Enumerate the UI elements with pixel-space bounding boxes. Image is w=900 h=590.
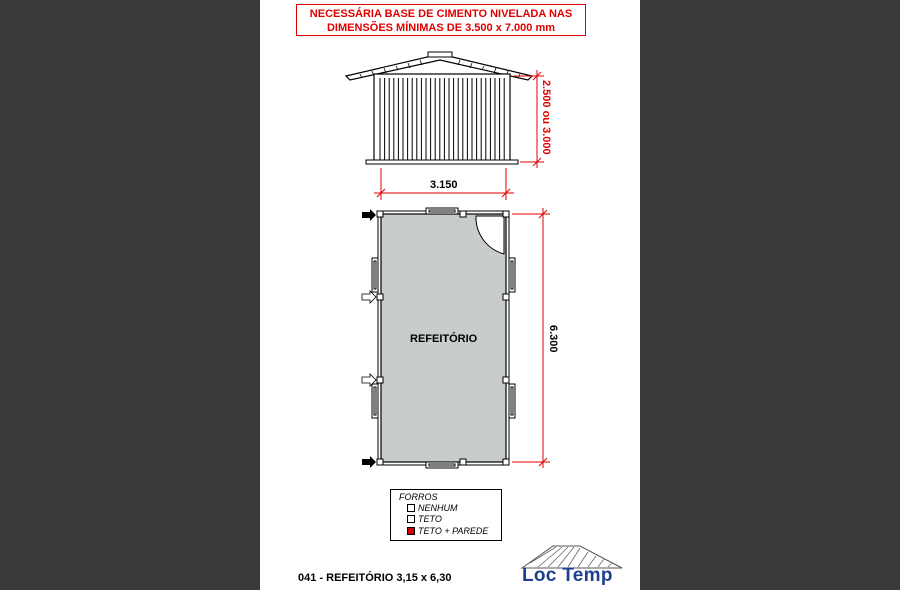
front-elevation [346, 52, 552, 168]
drawing-caption: 041 - REFEITÓRIO 3,15 x 6,30 [298, 572, 452, 584]
length-dimension [512, 208, 550, 468]
orientation-arrows [362, 209, 376, 468]
brand-logo-text: Loc Temp [522, 565, 613, 586]
legend-item-ceiling-wall [399, 525, 501, 537]
wall-outline [374, 74, 510, 162]
legend-label: TETO + PAREDE [418, 525, 489, 536]
legend-label: TETO [418, 514, 442, 525]
legend-title: FORROS [399, 491, 438, 502]
legend-item-none [399, 502, 501, 514]
roof-ridge-vent [428, 52, 452, 57]
legend-swatch-none [407, 504, 415, 512]
length-dimension-label: 6.300 [547, 325, 559, 353]
legend-item-ceiling [399, 514, 501, 526]
notice-line-1: NECESSÁRIA BASE DE CIMENTO NIVELADA NAS [309, 8, 573, 20]
width-dimension-label: 3.150 [430, 179, 458, 191]
floor-plan [362, 208, 515, 468]
legend-swatch-ceiling [407, 515, 415, 523]
room-label: REFEITÓRIO [410, 333, 478, 345]
legend-label: NENHUM [418, 502, 458, 513]
notice-line-2: DIMENSÕES MÍNIMAS DE 3.500 x 7.000 mm [326, 22, 556, 34]
height-dimension [514, 70, 544, 168]
legend-swatch-ceiling-wall [407, 527, 415, 535]
base-plate [366, 160, 518, 164]
ceiling-legend [390, 489, 502, 541]
height-dimension-label: 2.500 ou 3.000 [540, 80, 552, 155]
